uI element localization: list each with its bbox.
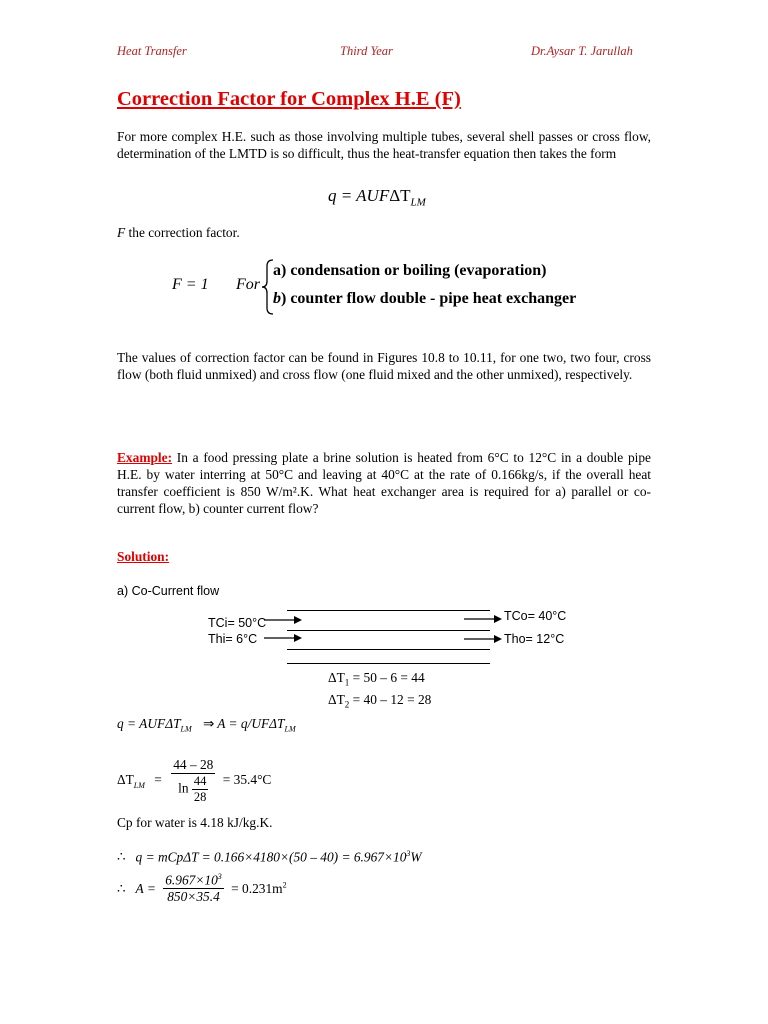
- figures-paragraph: The values of correction factor can be found in Figures 10.8 to 10.11, for one two, two four, cross flow (both fluid unmixed) and cross flow (one fluid mixed and the other unmixed), respectively.: [117, 350, 651, 382]
- lmtd-numerator: 44 – 28: [173, 757, 214, 772]
- case-a-text: a) condensation or boiling (evaporation): [273, 262, 547, 279]
- lmtd-equals: =: [154, 772, 162, 788]
- lmtd-symbol: ΔT: [117, 772, 134, 788]
- a-result-exp: 2: [282, 880, 287, 890]
- a-num-text: 6.967×10: [165, 872, 218, 888]
- delta-t2-symbol: ΔT: [328, 692, 345, 707]
- case-b-rest: ) counter flow double - pipe heat exchanger: [281, 290, 577, 307]
- case-b-letter: b: [273, 290, 281, 307]
- implies-arrow-icon: ⇒: [203, 716, 215, 731]
- tco-label: TCo= 40°C: [504, 609, 567, 623]
- header-course: Heat Transfer: [117, 44, 187, 58]
- case-b-text: [273, 290, 576, 308]
- main-equation-lhs: q = AUF: [328, 186, 390, 205]
- example-label: Example:: [117, 450, 173, 465]
- tci-label: TCi= 50°C: [208, 616, 267, 630]
- delta-t1-sub: 1: [344, 677, 350, 688]
- pipe-line-middle: [287, 630, 490, 631]
- q-calculation-exp: 3: [406, 849, 411, 858]
- therefore-symbol-2: ∴: [117, 880, 126, 896]
- lmtd-equation: [117, 757, 271, 805]
- area-equation: [117, 716, 296, 734]
- f-symbol: F: [117, 225, 126, 240]
- outlet-arrows-icon: [462, 611, 502, 647]
- intro-paragraph: For more complex H.E. such as those involving multiple tubes, several shell passes or cross flow, determination of the LMTD is so difficult, thus the heat-transfer equation then takes the form: [117, 129, 651, 161]
- pipe-line-outer: [287, 663, 490, 664]
- tho-label: Tho= 12°C: [504, 632, 565, 646]
- q-calculation-unit: W: [410, 849, 422, 865]
- f-definition-text: the correction factor.: [125, 225, 240, 240]
- delta-t2-sub: 2: [344, 699, 350, 710]
- f-for-label: For: [236, 276, 260, 293]
- delta-t1-symbol: ΔT: [328, 670, 345, 685]
- lmtd-result: = 35.4°C: [222, 772, 272, 788]
- delta-t1-value: = 50 – 6 = 44: [349, 670, 425, 685]
- q-calculation: [117, 849, 422, 865]
- pipe-line-bottom: [287, 649, 490, 650]
- header-author: Dr.Aysar T. Jarullah: [531, 44, 633, 58]
- a-result-text: = 0.231m: [231, 880, 283, 896]
- header-year: Third Year: [340, 44, 393, 58]
- area-equation-left-sub: LM: [180, 724, 192, 734]
- part-a-label: a) Co-Current flow: [117, 584, 220, 598]
- thi-label: Thi= 6°C: [208, 632, 258, 646]
- f-equals-one: F = 1: [172, 276, 209, 293]
- ln-fraction: [192, 774, 209, 805]
- a-calculation: [117, 872, 287, 905]
- a-calculation-lhs: A =: [135, 880, 156, 896]
- a-num-exp: 3: [217, 872, 222, 881]
- main-equation: [328, 186, 426, 208]
- pipe-line-top: [287, 610, 490, 611]
- q-calculation-text: q = mCpΔT = 0.166×4180×(50 – 40) = 6.967×10: [135, 849, 407, 865]
- a-calculation-denominator: 850×35.4: [167, 889, 220, 905]
- main-equation-sub: LM: [410, 196, 426, 209]
- area-equation-left: q = AUFΔT: [117, 716, 181, 731]
- area-equation-right: A = q/UFΔT: [217, 716, 285, 731]
- a-calculation-fraction: [163, 872, 224, 905]
- delta-t2: [328, 692, 431, 710]
- lmtd-denominator: [171, 774, 215, 805]
- page-title: Correction Factor for Complex H.E (F): [117, 88, 461, 110]
- f-definition: [117, 225, 240, 241]
- lmtd-sub: LM: [133, 780, 145, 790]
- main-equation-delta: ΔT: [389, 186, 411, 205]
- ln-label: ln: [178, 780, 189, 796]
- ln-numerator: 44: [193, 774, 207, 788]
- solution-label: Solution:: [117, 549, 170, 564]
- a-calculation-numerator: [163, 872, 224, 889]
- inlet-arrows-icon: [262, 612, 302, 646]
- lmtd-fraction: [171, 757, 215, 805]
- example-text: In a food pressing plate a brine solution is heated from 6°C to 12°C in a double pipe H.E. by water interring at 50°C and leaving at 40°C at the rate of 0.166kg/s, if the overall heat transfer coefficient is 850 W/m².K. What heat exchanger area is required for a) parallel or co-current flow, b) counter current flow?: [117, 450, 651, 516]
- ln-denominator: 28: [193, 790, 207, 804]
- area-equation-right-sub: LM: [284, 724, 296, 734]
- delta-t1: [328, 670, 425, 688]
- cp-statement: Cp for water is 4.18 kJ/kg.K.: [117, 815, 273, 830]
- a-calculation-result: [231, 881, 286, 896]
- therefore-symbol: ∴: [117, 849, 126, 865]
- delta-t2-value: = 40 – 12 = 28: [349, 692, 432, 707]
- example-paragraph: [117, 449, 651, 517]
